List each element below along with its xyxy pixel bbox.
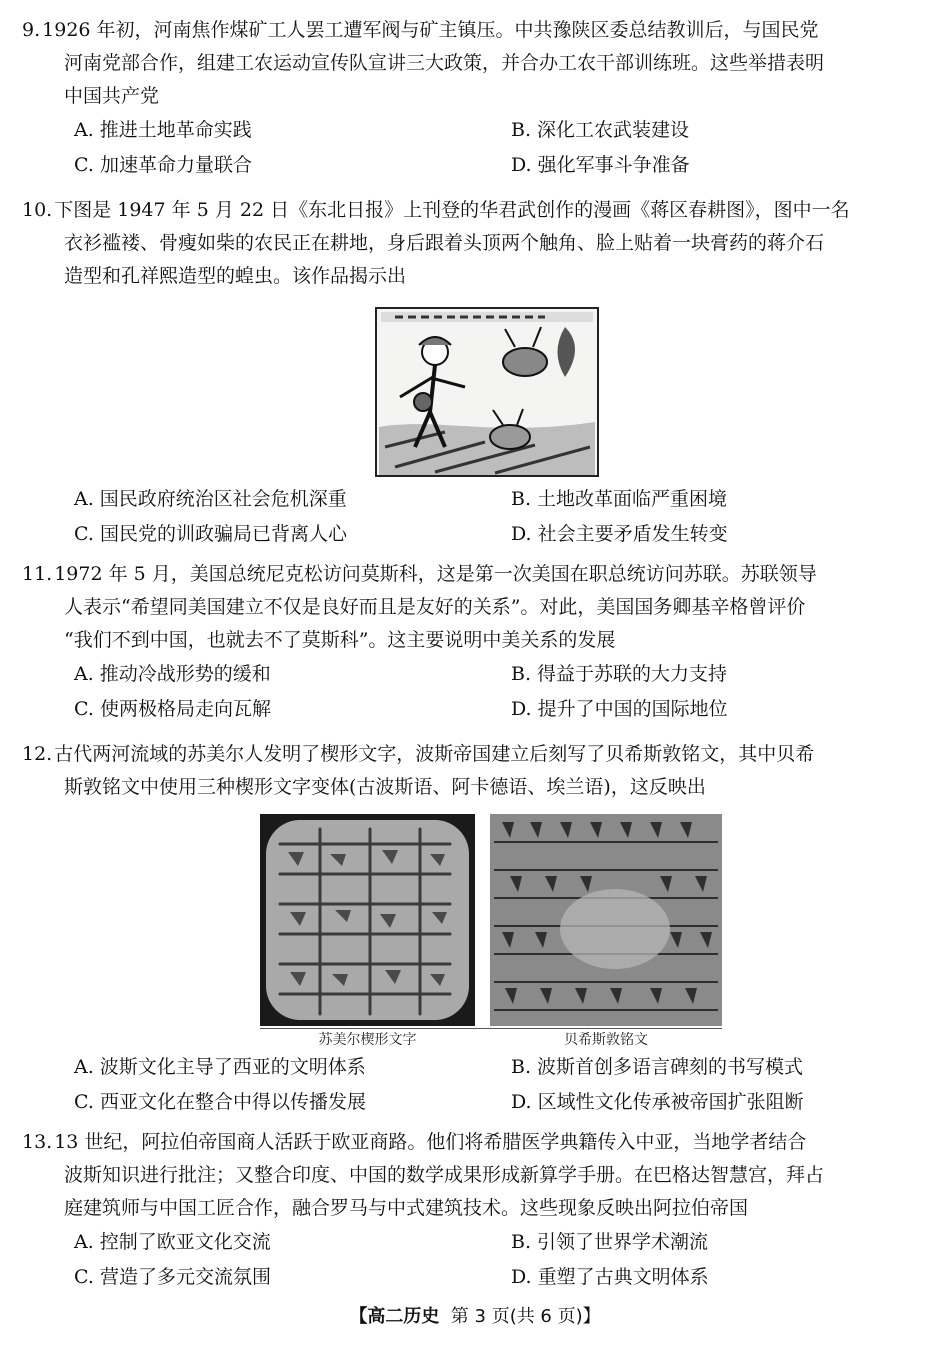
stem-line: 中国共产党 [64, 85, 160, 107]
stem-line: 1972 年 5 月，美国总统尼克松访问莫斯科，这是第一次美国在职总统访问苏联。苏联领导 [54, 563, 817, 585]
stem-line: 人表示“希望同美国建立不仅是良好而且是友好的关系”。对此，美国国务卿基辛格曾评价 [64, 596, 806, 618]
question-11 [22, 558, 914, 727]
stem-line: “我们不到中国，也就去不了莫斯科”。这主要说明中美关系的发展 [64, 629, 616, 651]
question-number: 11. [22, 563, 53, 585]
option-a[interactable]: A. 波斯文化主导了西亚的文明体系 [74, 1056, 366, 1078]
footer-subject: 【高二历史 [349, 1306, 440, 1327]
cuneiform-figure [260, 814, 722, 1049]
stem-line: 庭建筑师与中国工匠合作，融合罗马与中式建筑技术。这些现象反映出阿拉伯帝国 [64, 1197, 749, 1219]
option-a[interactable]: A. 国民政府统治区社会危机深重 [74, 488, 347, 510]
option-b[interactable]: B. 得益于苏联的大力支持 [511, 663, 728, 685]
option-c[interactable]: C. 国民党的训政骗局已背离人心 [74, 523, 347, 545]
question-stem [22, 194, 914, 227]
option-a[interactable]: A. 控制了欧亚文化交流 [74, 1231, 271, 1253]
stem-line: 古代两河流域的苏美尔人发明了楔形文字，波斯帝国建立后刻写了贝希斯敦铭文，其中贝希 [54, 743, 815, 765]
option-b[interactable]: B. 深化工农武装建设 [511, 119, 690, 141]
question-stem [22, 14, 914, 47]
stem-line: 造型和孔祥熙造型的蝗虫。该作品揭示出 [64, 265, 407, 287]
question-13 [22, 1126, 914, 1295]
option-c[interactable]: C. 营造了多元交流氛围 [74, 1266, 271, 1288]
stem-line: 波斯知识进行批注；又整合印度、中国的数学成果形成新算学手册。在巴格达智慧宫，拜占 [64, 1164, 825, 1186]
caption-behistun: 贝希斯敦铭文 [564, 1032, 648, 1048]
options [22, 113, 914, 183]
question-12 [22, 738, 914, 804]
options [22, 1050, 914, 1120]
option-c[interactable]: C. 加速革命力量联合 [74, 154, 252, 176]
option-d[interactable]: D. 重塑了古典文明体系 [511, 1266, 709, 1288]
question-number: 10. [22, 199, 53, 221]
option-b[interactable]: B. 波斯首创多语言碑刻的书写模式 [511, 1056, 804, 1078]
question-9 [22, 14, 914, 183]
question-10 [22, 194, 914, 293]
option-c[interactable]: C. 西亚文化在整合中得以传播发展 [74, 1091, 366, 1113]
option-d[interactable]: D. 提升了中国的国际地位 [511, 698, 728, 720]
option-c[interactable]: C. 使两极格局走向瓦解 [74, 698, 271, 720]
option-d[interactable]: D. 强化军事斗争准备 [511, 154, 690, 176]
stem-line: 13 世纪，阿拉伯帝国商人活跃于欧亚商路。他们将希腊医学典籍传入中亚，当地学者结合 [54, 1131, 807, 1153]
option-d[interactable]: D. 区域性文化传承被帝国扩张阻断 [511, 1091, 804, 1113]
stem-line: 斯敦铭文中使用三种楔形文字变体(古波斯语、阿卡德语、埃兰语)，这反映出 [64, 776, 706, 798]
sumerian-tablet-icon [260, 814, 475, 1026]
question-stem [22, 738, 914, 771]
options [22, 1225, 914, 1295]
question-number: 13. [22, 1131, 53, 1153]
question-10-options [22, 482, 914, 552]
page-footer [0, 1302, 950, 1328]
question-number: 12. [22, 743, 53, 765]
cartoon-image [375, 307, 599, 477]
question-stem [22, 1126, 914, 1159]
options [22, 657, 914, 727]
option-d[interactable]: D. 社会主要矛盾发生转变 [511, 523, 728, 545]
options [22, 482, 914, 552]
caption-sumerian: 苏美尔楔形文字 [318, 1032, 417, 1048]
footer-page-number: 第 3 页(共 6 页)】 [450, 1306, 601, 1327]
stem-line: 1926 年初，河南焦作煤矿工人罢工遭军阀与矿主镇压。中共豫陕区委总结教训后，与国民党 [42, 19, 819, 41]
stem-line: 衣衫褴褛、骨瘦如柴的农民正在耕地，身后跟着头顶两个触角、脸上贴着一块膏药的蒋介石 [64, 232, 825, 254]
question-number: 9. [22, 19, 41, 41]
behistun-inscription-icon [490, 814, 722, 1026]
question-stem [22, 558, 914, 591]
stem-line: 下图是 1947 年 5 月 22 日《东北日报》上刊登的华君武创作的漫画《蒋区春耕图》，图中一名 [54, 199, 850, 221]
option-b[interactable]: B. 引领了世界学术潮流 [511, 1231, 709, 1253]
option-a[interactable]: A. 推进土地革命实践 [74, 119, 252, 141]
stem-line: 河南党部合作，组建工农运动宣传队宣讲三大政策，并合办工农干部训练班。这些举措表明 [64, 52, 825, 74]
option-a[interactable]: A. 推动冷战形势的缓和 [74, 663, 271, 685]
farmer-locust-cartoon-icon [375, 307, 599, 477]
option-b[interactable]: B. 土地改革面临严重困境 [511, 488, 728, 510]
question-12-options [22, 1050, 914, 1120]
